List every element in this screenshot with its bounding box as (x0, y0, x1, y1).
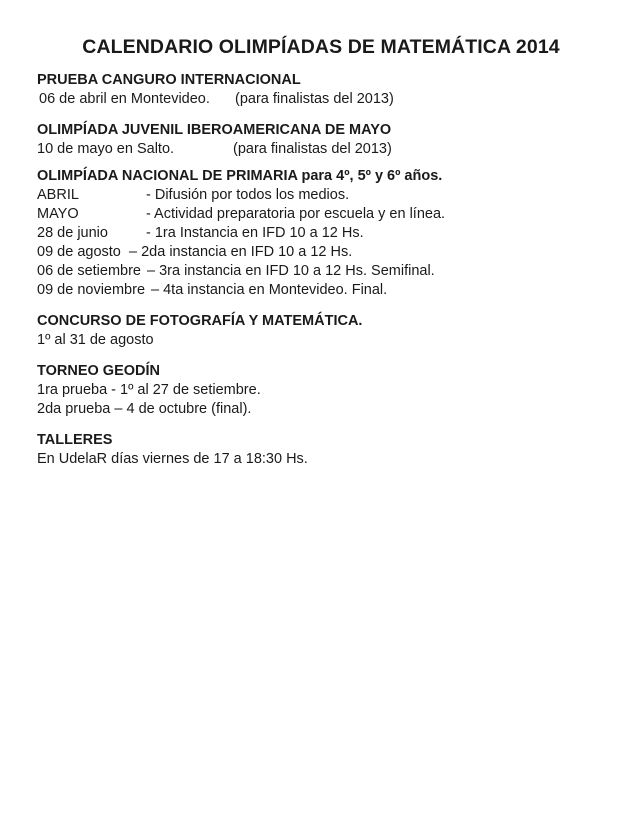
geodin-line: 1ra prueba - 1º al 27 de setiembre. (37, 382, 261, 398)
talleres-heading: TALLERES (37, 432, 113, 448)
primaria-what: - 1ra Instancia en IFD 10 a 12 Hs. (146, 225, 364, 241)
talleres-detail: En UdelaR días viernes de 17 a 18:30 Hs. (37, 451, 308, 467)
primaria-when: 28 de junio (37, 225, 108, 241)
section-juvenil (37, 121, 617, 159)
primaria-when: 06 de setiembre (37, 263, 141, 279)
primaria-what: - Difusión por todos los medios. (146, 187, 350, 203)
primaria-row (37, 186, 617, 205)
fotografia-date: 1º al 31 de agosto (37, 332, 154, 348)
primaria-what: - Actividad preparatoria por escuela y en línea. (146, 206, 446, 222)
primaria-row (37, 281, 617, 300)
primaria-what: – 2da instancia en IFD 10 a 12 Hs. (129, 244, 353, 260)
canguro-note: (para finalistas del 2013) (235, 91, 394, 107)
section-talleres (37, 431, 617, 469)
canguro-heading: PRUEBA CANGURO INTERNACIONAL (37, 72, 301, 88)
section-primaria (37, 167, 617, 300)
juvenil-detail (37, 140, 617, 159)
section-canguro (37, 71, 617, 109)
primaria-what: – 4ta instancia en Montevideo. Final. (151, 282, 388, 298)
section-fotografia (37, 312, 617, 350)
juvenil-date: 10 de mayo en Salto. (37, 141, 175, 157)
primaria-when: 09 de agosto (37, 244, 121, 260)
geodin-heading: TORNEO GEODÍN (37, 363, 160, 379)
section-geodin (37, 362, 617, 419)
canguro-detail (37, 90, 617, 109)
juvenil-heading: OLIMPÍADA JUVENIL IBEROAMERICANA DE MAYO (37, 122, 392, 138)
primaria-row (37, 262, 617, 281)
primaria-when: 09 de noviembre (37, 282, 146, 298)
primaria-heading: OLIMPÍADA NACIONAL DE PRIMARIA para 4º, 5º y 6º años. (37, 168, 443, 184)
juvenil-note: (para finalistas del 2013) (233, 141, 392, 157)
primaria-what: – 3ra instancia en IFD 10 a 12 Hs. Semifinal. (146, 263, 435, 279)
primaria-row (37, 205, 617, 224)
primaria-row (37, 243, 617, 262)
geodin-line: 2da prueba – 4 de octubre (final). (37, 401, 252, 417)
canguro-date: 06 de abril en Montevideo. (39, 91, 210, 107)
primaria-when: MAYO (37, 206, 79, 222)
fotografia-heading: CONCURSO DE FOTOGRAFÍA Y MATEMÁTICA. (37, 313, 363, 329)
primaria-when: ABRIL (37, 187, 79, 203)
primaria-row (37, 224, 617, 243)
document-page (37, 36, 617, 481)
page-title: CALENDARIO OLIMPÍADAS DE MATEMÁTICA 2014 (82, 36, 560, 58)
